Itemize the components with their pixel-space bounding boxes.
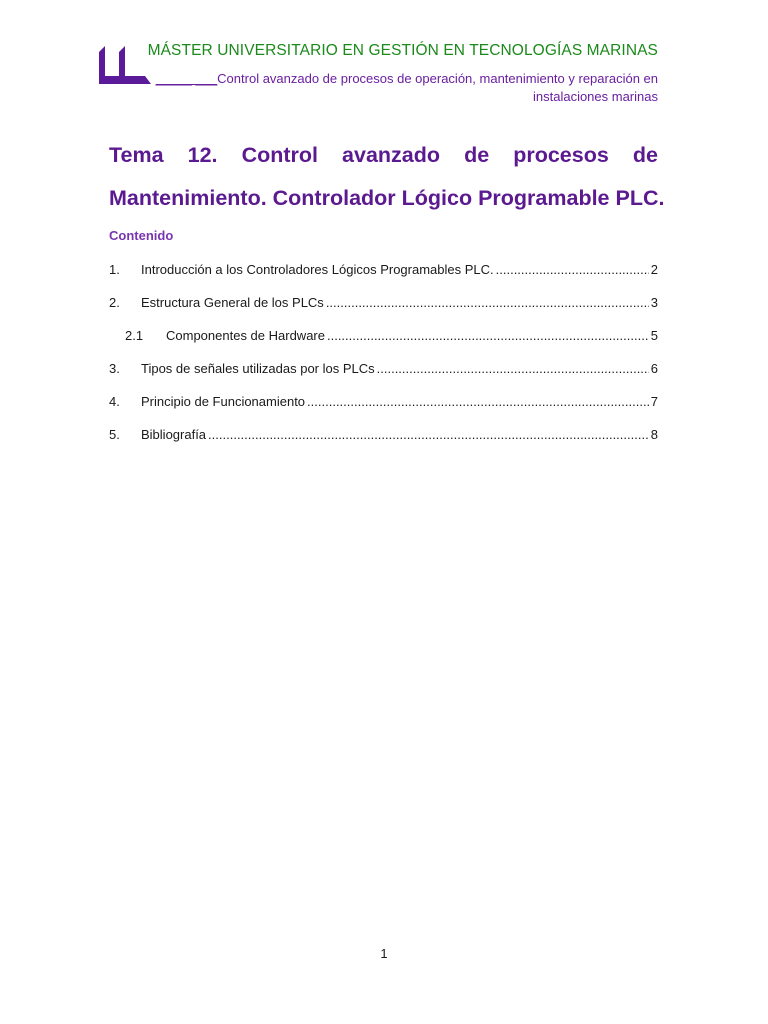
toc-entry-page: 5 [650, 328, 658, 343]
toc-entry-page: 8 [650, 427, 658, 442]
toc-subentry[interactable] [109, 328, 658, 361]
toc-entry-label: Tipos de señales utilizadas por los PLCs [141, 361, 375, 376]
document-title [109, 134, 665, 220]
title-word: avanzado [342, 143, 441, 167]
toc-entry-label: Principio de Funcionamiento [141, 394, 306, 409]
title-word: procesos [513, 143, 609, 167]
toc-entry-number: 4. [109, 394, 120, 409]
title-line-2: Mantenimiento. Controlador Lógico Programable PLC. [109, 186, 665, 210]
title-word: de [464, 143, 490, 167]
title-line-1 [109, 134, 658, 177]
toc-entry-label: Componentes de Hardware [166, 328, 325, 343]
toc-leader-dots [496, 262, 649, 277]
table-of-contents [109, 262, 658, 460]
course-line: Control avanzado de procesos de operación, mantenimiento y reparación en instalaciones marinas [217, 71, 658, 104]
toc-entry[interactable] [109, 394, 658, 427]
toc-entry-label: Estructura General de los PLCs [141, 295, 324, 310]
toc-entry[interactable] [109, 427, 658, 460]
toc-entry-page: 7 [650, 394, 658, 409]
toc-leader-dots [208, 427, 649, 442]
title-word: Control [241, 143, 318, 167]
toc-heading: Contenido [109, 228, 174, 243]
toc-entry-label: Introducción a los Controladores Lógicos Programables PLC. [141, 262, 494, 277]
toc-entry-page: 2 [650, 262, 658, 277]
toc-entry-page: 6 [650, 361, 658, 376]
title-word: de [632, 143, 658, 167]
toc-entry[interactable] [109, 295, 658, 328]
toc-entry[interactable] [109, 262, 658, 295]
toc-leader-dots [326, 295, 649, 310]
toc-entry-number: 5. [109, 427, 120, 442]
toc-entry-page: 3 [650, 295, 658, 310]
page-number: 1 [380, 946, 388, 961]
program-title: MÁSTER UNIVERSITARIO EN GESTIÓN EN TECNOLOGÍAS MARINAS [147, 42, 658, 59]
toc-entry-number: 3. [109, 361, 120, 376]
toc-entry-label: Bibliografía [141, 427, 207, 442]
toc-leader-dots [307, 394, 649, 409]
title-word: 12. [187, 143, 218, 167]
course-subtitle [138, 70, 658, 106]
toc-entry-number: 2. [109, 295, 120, 310]
toc-leader-dots [377, 361, 649, 376]
toc-leader-dots [327, 328, 649, 343]
toc-entry[interactable] [109, 361, 658, 394]
header-underline-blank: _____ ___ [155, 71, 218, 86]
toc-entry-number: 1. [109, 262, 120, 277]
toc-entry-number: 2.1 [125, 328, 144, 343]
title-word: Tema [109, 143, 164, 167]
